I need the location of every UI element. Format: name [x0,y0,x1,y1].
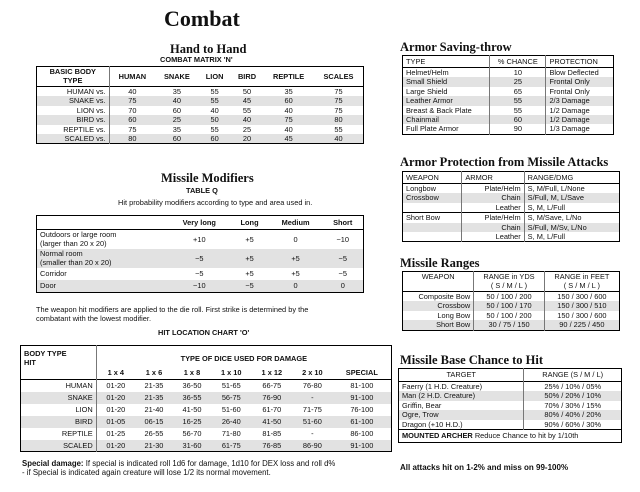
row-label: SNAKE vs. [68,96,106,106]
table-cell: −5 [245,280,254,290]
table-cell: 75 [109,96,155,105]
combat-matrix-heading: COMBAT MATRIX 'N' [160,55,233,64]
armor-save-heading: Armor Saving-throw [400,40,512,54]
col-header: SNAKE [163,71,190,81]
table-cell: 55 [210,124,219,134]
row-label [37,249,169,268]
table-row [37,125,364,134]
table-row [21,404,392,416]
table-cell: 56-75 [221,392,241,402]
base-hit-body [399,382,622,430]
hit-location-heading: HIT LOCATION CHART 'O' [158,328,250,337]
table-cell: 41-50 [262,416,282,426]
row-label: REPTILE [61,428,93,438]
table-row [403,291,620,301]
table-cell: 01-20 [96,380,135,392]
col-header: HUMAN [109,67,155,87]
table-cell: Helmet/Helm [406,68,449,77]
range-dmg-cell: S/Full, M, L/Save [524,193,619,202]
table-cell: Large Shield [406,86,448,96]
table-cell: 30 / 75 / 150 [474,320,545,330]
armor-cell: Chain [462,193,524,202]
table-cell: −5 [338,253,347,263]
table-row [37,134,364,144]
table-cell: −10 [193,280,206,290]
hit-location-body [21,380,392,452]
table-row [21,416,392,428]
row-label: SCALED [63,440,93,450]
table-cell: −5 [338,268,347,278]
armor-missile-table [402,171,620,242]
table-cell: 40 [284,105,293,115]
table-cell: 65 [490,87,546,96]
table-row [403,311,620,320]
table-cell: 81-85 [262,428,282,438]
table-cell: 150 / 300 / 600 [544,291,619,301]
target-cell: Griffin, Bear [402,400,442,410]
table-cell: 1/2 Damage [546,115,614,124]
col-header: 1 x 6 [145,367,163,377]
row-label [37,268,169,280]
table-cell: 25 [490,77,546,86]
row-label: SNAKE [67,392,93,402]
table-row [21,440,392,452]
dice-group-header: TYPE OF DICE USED FOR DAMAGE [96,346,391,366]
missile-modifiers-table [36,215,364,293]
weapon-cell: Short Bow [436,320,471,330]
col-header: SPECIAL [345,367,378,377]
row-label [37,280,169,293]
table-row [37,268,364,280]
blank-header [37,216,169,230]
armor-cell: Leather [462,232,524,242]
table-row [403,106,614,115]
table-cell: 50 / 100 / 200 [474,311,545,320]
combat-matrix-table [36,66,364,144]
table-cell: 40 [284,124,293,134]
col-header: 2 x 10 [302,367,323,377]
table-cell: 70 [109,106,155,115]
table-row [37,249,364,268]
note-line: combatant with the lowest modifier. [36,314,152,324]
table-cell: 40 [210,105,219,115]
mounted-archer-row [399,430,622,443]
table-row [37,115,364,124]
table-cell: Blow Deflected [546,68,614,78]
weapon-cell [403,223,462,232]
table-cell: 81-100 [350,381,374,391]
col-header: TYPE [406,56,426,66]
table-row [403,115,614,124]
hand-to-hand-heading: Hand to Hand [170,42,247,56]
col-header: TARGET [446,370,476,380]
col-header: 1 x 12 [261,367,283,377]
col-subheader: ( S / M / L ) [474,281,545,291]
table-cell: 26-55 [144,428,164,438]
table-cell: 40 [242,115,252,125]
table-cell: 40 [109,87,155,97]
table-cell: 61-75 [221,440,241,450]
table-row [37,87,364,97]
table-cell: 61-100 [350,416,374,426]
table-cell: 75 [284,115,293,125]
col-header: 1 x 8 [183,367,201,377]
table-cell: 01-20 [96,404,135,416]
table-cell: 55 [490,106,546,115]
table-row [403,320,620,330]
table-cell: 61-70 [262,404,282,414]
table-row [403,184,620,194]
table-cell: +5 [245,268,254,278]
target-cell: Ogre, Trow [402,410,439,420]
table-cell: Frontal Only [546,77,614,86]
corner-line-1: BASIC BODY [49,67,96,76]
table-row [399,420,622,430]
table-cell: 31-60 [182,440,202,450]
table-cell: 55 [242,105,252,115]
table-row [403,96,614,105]
table-cell: 60 [172,134,181,144]
table-cell: 01-05 [96,416,135,428]
col-header: LION [205,71,224,81]
table-cell: 35 [172,87,181,96]
range-dmg-cell: S, M/Save, L/No [524,213,619,223]
table-cell: 1/2 Damage [546,106,614,115]
table-row [403,213,620,223]
col-header: Very long [182,217,216,227]
table-cell: - [311,428,314,438]
row-label-line: Normal room [40,248,83,258]
table-cell: 50 [242,87,252,96]
table-cell: 150 / 300 / 600 [544,311,619,320]
table-cell: 35 [284,87,293,96]
table-cell: 25 [172,115,181,125]
table-cell: 55 [210,96,219,106]
col-header: RANGE in YDS [474,272,545,282]
table-cell: 55 [334,124,343,134]
table-cell: +5 [245,253,254,263]
row-label: HUMAN [65,381,93,391]
table-cell: Chainmail [406,115,439,125]
table-row [403,193,620,202]
page-title: Combat [164,6,240,31]
range-dmg-cell: S/Full, M/Sv, L/No [524,223,619,232]
missile-ranges-heading: Missile Ranges [400,256,480,270]
col-header: WEAPON [406,172,439,182]
table-cell: 86-100 [350,428,374,438]
table-row [403,232,620,242]
table-cell: Leather Armor [406,96,453,106]
table-cell: −5 [195,253,204,263]
weapon-cell [403,203,462,213]
target-cell: Faerry (1 H.D. Creature) [402,382,483,391]
table-row [37,106,364,115]
row-label: REPTILE vs. [63,124,106,134]
col-header: Short [333,217,353,227]
table-row [403,203,620,213]
table-cell: 51-65 [221,381,241,391]
table-row [403,68,614,78]
table-cell: 75 [109,125,155,134]
table-row [403,223,620,232]
col-header: REPTILE [273,71,305,81]
range-cell: 50% / 20% / 10% [524,391,622,400]
table-cell: 66-75 [262,381,282,391]
armor-cell: Leather [462,203,524,213]
table-cell: 150 / 300 / 510 [544,301,619,310]
col-header: 1 x 10 [220,367,242,377]
table-cell: 50 [210,115,219,125]
weapon-cell: Short Bow [406,213,441,223]
table-cell: 80 [109,134,155,144]
table-cell: Small Shield [406,77,448,87]
missile-ranges-table [402,271,620,331]
table-cell: 71-80 [221,428,241,438]
table-row [21,428,392,440]
hit-location-table [20,345,392,452]
armor-save-body [403,68,614,135]
col-subheader: ( S / M / L ) [544,281,619,291]
base-hit-heading: Missile Base Chance to Hit [400,353,544,367]
special-damage-note [22,459,335,478]
col-header: SCALES [323,71,354,81]
row-label: LION vs. [76,105,106,115]
missile-ranges-body [403,291,620,330]
table-cell: 60 [284,96,293,106]
combat-matrix-body [37,87,364,144]
missile-modifiers-heading: Missile Modifiers [161,171,254,185]
table-cell: 0 [340,280,345,290]
table-cell: 55 [490,96,546,105]
note-line: The weapon hit modifiers are applied to the die roll. First strike is determined by the [36,305,309,314]
table-cell: Full Plate Armor [406,124,459,134]
weapon-cell: Crossbow [406,193,439,203]
table-row [399,401,622,410]
special-text: If special is indicated roll 1d6 for damage, 1d10 for DEX loss and roll d% [83,459,336,468]
col-subheader [403,281,474,291]
table-cell: 41-50 [182,404,202,414]
table-row [399,410,622,419]
table-cell: 21-30 [144,440,164,450]
range-cell: 90% / 60% / 30% [524,420,622,430]
special-text-2: - if Special is indicated again creature will lose 1/2 its normal movement. [22,468,271,478]
row-label [37,230,169,249]
table-cell: 75 [334,96,343,106]
table-cell: 0 [293,280,298,290]
target-cell: Man (2 H.D. Creature) [402,391,476,401]
range-dmg-cell: S, M/Full, L/None [524,184,619,194]
row-label-line: Door [40,280,57,290]
table-cell: −10 [336,234,350,244]
table-cell: 01-20 [96,440,135,452]
table-cell: 16-25 [182,416,202,426]
table-cell: 60 [210,134,219,144]
row-label: BIRD [75,416,93,426]
table-cell: 76-100 [350,404,374,414]
table-cell: 10 [490,68,546,78]
armor-save-table [402,55,614,135]
table-cell: 0 [293,234,298,244]
table-cell: 06-15 [144,416,164,426]
table-cell: 26-40 [221,416,241,426]
table-row [37,280,364,293]
table-cell: 76-85 [262,440,282,450]
table-cell: 75 [334,105,343,115]
table-cell: 90 [490,124,546,134]
col-header: WEAPON [421,272,455,281]
weapon-cell: Long Bow [437,310,471,320]
table-cell: −5 [195,268,204,278]
table-cell: 1/3 Damage [546,124,614,134]
table-cell: Frontal Only [546,87,614,96]
table-cell: 45 [242,96,252,106]
attack-rule-footer: All attacks hit on 1-2% and miss on 99-100% [400,463,569,472]
table-cell: 25 [242,124,252,134]
row-label: BIRD vs. [76,115,106,125]
table-cell: 45 [284,134,293,144]
table-cell: 55 [210,87,219,96]
corner-line-2: TYPE [63,75,83,85]
table-row [403,124,614,134]
col-header: RANGE/DMG [524,172,619,184]
table-cell: 90 / 225 / 450 [544,320,619,330]
table-cell: 60 [109,115,155,124]
weapon-cell: Longbow [406,184,436,193]
mounted-archer-text: Reduce Chance to hit by 1/10th [472,431,579,441]
armor-missile-body [403,184,620,242]
col-header: RANGE in FEET [544,272,619,282]
table-cell: 50 / 100 / 170 [474,301,545,310]
target-cell: Dragon (+10 H.D.) [402,419,463,429]
table-cell: 76-80 [302,381,322,391]
table-q-intro: Hit probability modifiers according to type and area used in. [118,198,313,207]
table-cell: 51-60 [221,404,241,414]
table-cell: 56-70 [182,428,202,438]
row-label: HUMAN vs. [66,87,106,96]
table-cell: Breast & Back Plate [406,105,472,115]
row-label-line: Outdoors or large room [40,230,117,239]
special-label: Special damage: [22,459,84,468]
table-cell: 86-90 [302,440,322,450]
table-cell: +5 [291,253,300,263]
table-row [399,382,622,392]
range-dmg-cell: S, M, L/Full [524,203,619,213]
corner-header [37,67,110,87]
table-cell: +10 [193,234,206,244]
modifier-note [36,305,308,324]
row-label: LION [75,404,93,414]
armor-cell: Chain [462,223,524,232]
weapon-cell [403,232,462,242]
table-cell: 21-35 [144,392,164,402]
table-cell: 91-100 [350,440,374,450]
table-cell: 2/3 Damage [546,96,614,105]
table-row [403,87,614,96]
table-cell: - [311,392,314,402]
missile-modifiers-body [37,230,364,293]
range-dmg-cell: S, M, L/Full [524,232,619,242]
row-label: SCALED vs. [64,134,106,144]
col-header: % CHANCE [490,56,546,68]
table-row [403,301,620,310]
col-header: 1 x 4 [96,366,135,380]
table-cell: 71-75 [302,404,322,414]
table-cell: 35 [172,124,181,134]
col-header: ARMOR [462,172,524,184]
range-cell: 70% / 30% / 15% [524,401,622,410]
table-row [399,391,622,400]
table-cell: 60 [172,105,181,115]
table-cell: 80 [334,115,343,125]
col-header: Long [240,217,259,227]
range-cell: 80% / 40% / 20% [524,410,622,419]
table-cell: 76-90 [262,392,282,402]
table-cell: +5 [291,268,300,278]
table-cell: 40 [172,96,181,106]
table-cell: 01-25 [96,428,135,440]
col-header: Medium [281,217,310,227]
table-cell: 75 [334,87,343,96]
table-cell: 50 / 100 / 200 [474,291,545,301]
table-cell: 91-100 [350,392,374,402]
corner-line-1: BODY TYPE [24,349,67,358]
row-label-line: (larger than 20 x 20) [40,239,107,249]
table-row [37,96,364,105]
table-cell: 01-20 [96,392,135,404]
row-label-line: (smaller than 20 x 20) [40,258,112,268]
col-header: RANGE (S / M / L) [524,369,622,382]
table-row [21,392,392,404]
table-cell: 21-40 [144,404,164,414]
weapon-cell: Composite Bow [418,291,471,301]
table-cell: 21-35 [144,381,164,391]
table-cell: 51-60 [302,416,322,426]
col-header: BIRD [237,71,257,81]
table-cell: 20 [242,134,252,144]
armor-missile-heading: Armor Protection from Missile Attacks [400,155,609,169]
corner-line-2: HIT [24,358,36,367]
row-label-line: Corridor [40,268,67,278]
mounted-archer-label: MOUNTED ARCHER [402,431,473,441]
armor-cell: Plate/Helm [462,213,524,223]
corner-header [21,346,97,380]
table-row [403,77,614,86]
table-row [37,230,364,249]
table-row [21,380,392,392]
table-cell: 60 [490,115,546,124]
range-cell: 25% / 10% / 05% [524,382,622,392]
armor-cell: Plate/Helm [462,184,524,194]
base-hit-table [398,368,622,443]
table-cell: 36-55 [182,392,202,402]
table-cell: 40 [334,134,343,144]
weapon-cell: Crossbow [437,301,471,311]
table-cell: +5 [245,234,254,244]
col-header: PROTECTION [546,56,614,68]
table-cell: 36-50 [182,381,202,391]
table-q-heading: TABLE Q [186,186,218,195]
